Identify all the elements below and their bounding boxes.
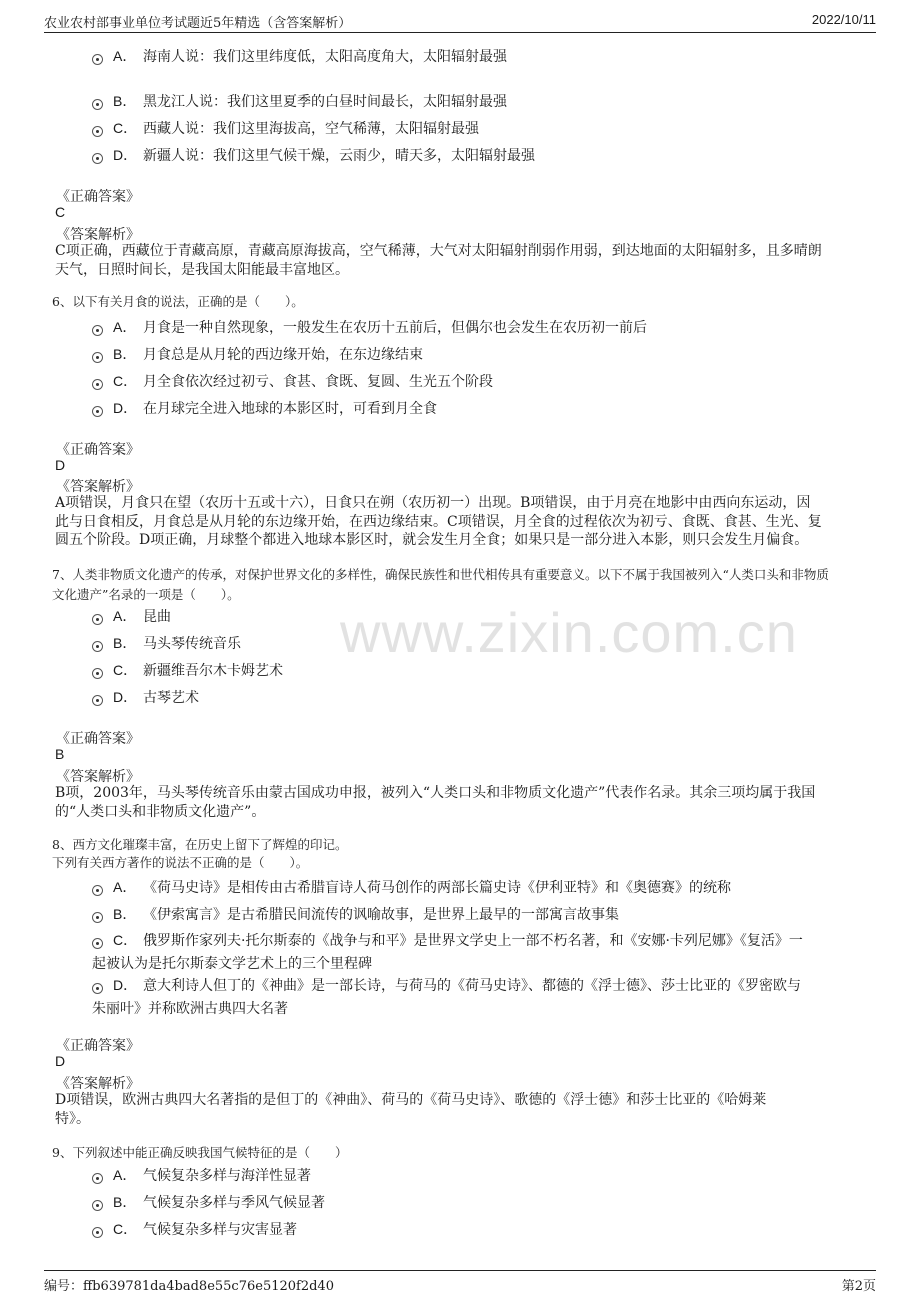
radio-icon <box>92 614 103 625</box>
q7-option-c[interactable]: C． 新疆维吾尔木卡姆艺术 <box>92 660 283 680</box>
q7-explanation: B项，2003年，马头琴传统音乐由蒙古国成功申报，被列入“人类口头和非物质文化遗产”代表作名录。其余三项均属于我国 的“人类口头和非物质文化遗产”。 <box>55 785 816 820</box>
q6-option-c[interactable]: C． 月全食依次经过初亏、食甚、食既、复圆、生光五个阶段 <box>92 371 493 391</box>
q8-option-a[interactable]: A． 《荷马史诗》是相传由古希腊盲诗人荷马创作的两部长篇史诗《伊利亚特》和《奥德赛》的统称 <box>92 877 731 897</box>
page-footer <box>44 1270 876 1297</box>
q7-option-b[interactable]: B． 马头琴传统音乐 <box>92 633 241 653</box>
q8-explanation: D项错误，欧洲古典四大名著指的是但丁的《神曲》、荷马的《荷马史诗》、歌德的《浮士德》和莎士比亚的《哈姆莱 特》。 <box>55 1092 767 1127</box>
radio-icon <box>92 406 103 417</box>
q6-answer: D <box>55 457 66 473</box>
q6-option-d[interactable]: D． 在月球完全进入地球的本影区时，可看到月全食 <box>92 398 437 418</box>
radio-icon <box>92 912 103 923</box>
radio-icon <box>92 99 103 110</box>
correct-answer-label: 《正确答案》 <box>56 442 140 458</box>
q5-option-a[interactable]: A． 海南人说：我们这里纬度低，太阳高度角大，太阳辐射最强 <box>92 46 507 66</box>
radio-icon <box>92 983 103 994</box>
radio-icon <box>92 379 103 390</box>
explanation-label: 《答案解析》 <box>56 1076 140 1092</box>
q9-option-a[interactable]: A． 气候复杂多样与海洋性显著 <box>92 1165 311 1185</box>
q6-question: 6、以下有关月食的说法，正确的是（ ）。 <box>52 294 304 309</box>
q7-option-a[interactable]: A． 昆曲 <box>92 606 171 626</box>
q9-option-c[interactable]: C． 气候复杂多样与灾害显著 <box>92 1219 297 1239</box>
document-date: 2022/10/11 <box>811 12 876 27</box>
q7-question: 7、人类非物质文化遗产的传承，对保护世界文化的多样性，确保民族性和世代相传具有重要意义。以下不属于我国被列入“人类口头和非物质 文化遗产”名录的一项是（ ）。 <box>52 567 829 602</box>
q9-question: 9、下列叙述中能正确反映我国气候特征的是（ ） <box>52 1145 348 1160</box>
document-title: 农业农村部事业单位考试题近5年精选（含答案解析） <box>44 16 352 31</box>
correct-answer-label: 《正确答案》 <box>56 731 140 747</box>
correct-answer-label: 《正确答案》 <box>56 1038 140 1054</box>
q7-answer: B <box>55 746 65 762</box>
radio-icon <box>92 1200 103 1211</box>
q6-option-b[interactable]: B． 月食总是从月轮的西边缘开始，在东边缘结束 <box>92 344 423 364</box>
radio-icon <box>92 153 103 164</box>
radio-icon <box>92 885 103 896</box>
radio-icon <box>92 641 103 652</box>
q9-option-b[interactable]: B． 气候复杂多样与季风气候显著 <box>92 1192 325 1212</box>
q6-explanation: A项错误，月食只在望（农历十五或十六），日食只在朔（农历初一）出现。B项错误，由于月亮在地影中由西向东运动，因 此与日食相反，月食总是从月轮的东边缘开始，在西边缘结束。C项错误，月全食的过程依次为初亏、食既、食甚、生光、复 圆五个阶段。D项正确，月球整个都进入地球本影区时，就会发生月全食；如果只是一部分进入本影，则只会发生月偏食。 <box>55 495 822 548</box>
q8-option-d[interactable]: D． 意大利诗人但丁的《神曲》是一部长诗，与荷马的《荷马史诗》、都德的《浮士德》、莎士比亚的《罗密欧与 朱丽叶》并称欧洲古典四大名著 <box>92 977 801 1017</box>
q8-option-c[interactable]: C． 俄罗斯作家列夫·托尔斯泰的《战争与和平》是世界文学史上一部不朽名著，和《安娜·卡列尼娜》《复活》一 起被认为是托尔斯泰文学艺术上的三个里程碑 <box>92 932 803 972</box>
watermark: www.zixin.com.cn <box>340 601 798 664</box>
explanation-label: 《答案解析》 <box>56 769 140 785</box>
q5-answer: C <box>55 204 66 220</box>
q8-option-b[interactable]: B． 《伊索寓言》是古希腊民间流传的讽喻故事，是世界上最早的一部寓言故事集 <box>92 904 619 924</box>
correct-answer-label: 《正确答案》 <box>56 189 140 205</box>
radio-icon <box>92 938 103 949</box>
q5-option-b[interactable]: B． 黑龙江人说：我们这里夏季的白昼时间最长，太阳辐射最强 <box>92 91 507 111</box>
explanation-label: 《答案解析》 <box>56 479 140 495</box>
radio-icon <box>92 1173 103 1184</box>
radio-icon <box>92 668 103 679</box>
q5-option-d[interactable]: D． 新疆人说：我们这里气候干燥，云雨少，晴天多，太阳辐射最强 <box>92 145 535 165</box>
q7-option-d[interactable]: D． 古琴艺术 <box>92 687 199 707</box>
page-number: 第2页 <box>841 1279 876 1294</box>
radio-icon <box>92 695 103 706</box>
q8-question: 8、西方文化璀璨丰富，在历史上留下了辉煌的印记。 下列有关西方著作的说法不正确的是（ ）。 <box>52 837 348 870</box>
radio-icon <box>92 325 103 336</box>
radio-icon <box>92 126 103 137</box>
q6-option-a[interactable]: A． 月食是一种自然现象，一般发生在农历十五前后，但偶尔也会发生在农历初一前后 <box>92 317 647 337</box>
radio-icon <box>92 352 103 363</box>
q5-explanation: C项正确，西藏位于青藏高原，青藏高原海拔高，空气稀薄，大气对太阳辐射削弱作用弱，到达地面的太阳辐射多，且多晴朗 天气，日照时间长，是我国太阳能最丰富地区。 <box>55 243 822 278</box>
explanation-label: 《答案解析》 <box>56 227 140 243</box>
page-header <box>44 10 876 33</box>
document-code: 编号：ffb639781da4bad8e55c76e5120f2d40 <box>44 1279 334 1294</box>
radio-icon <box>92 1227 103 1238</box>
radio-icon <box>92 54 103 65</box>
q8-answer: D <box>55 1053 66 1069</box>
q5-option-c[interactable]: C． 西藏人说：我们这里海拔高，空气稀薄，太阳辐射最强 <box>92 118 479 138</box>
